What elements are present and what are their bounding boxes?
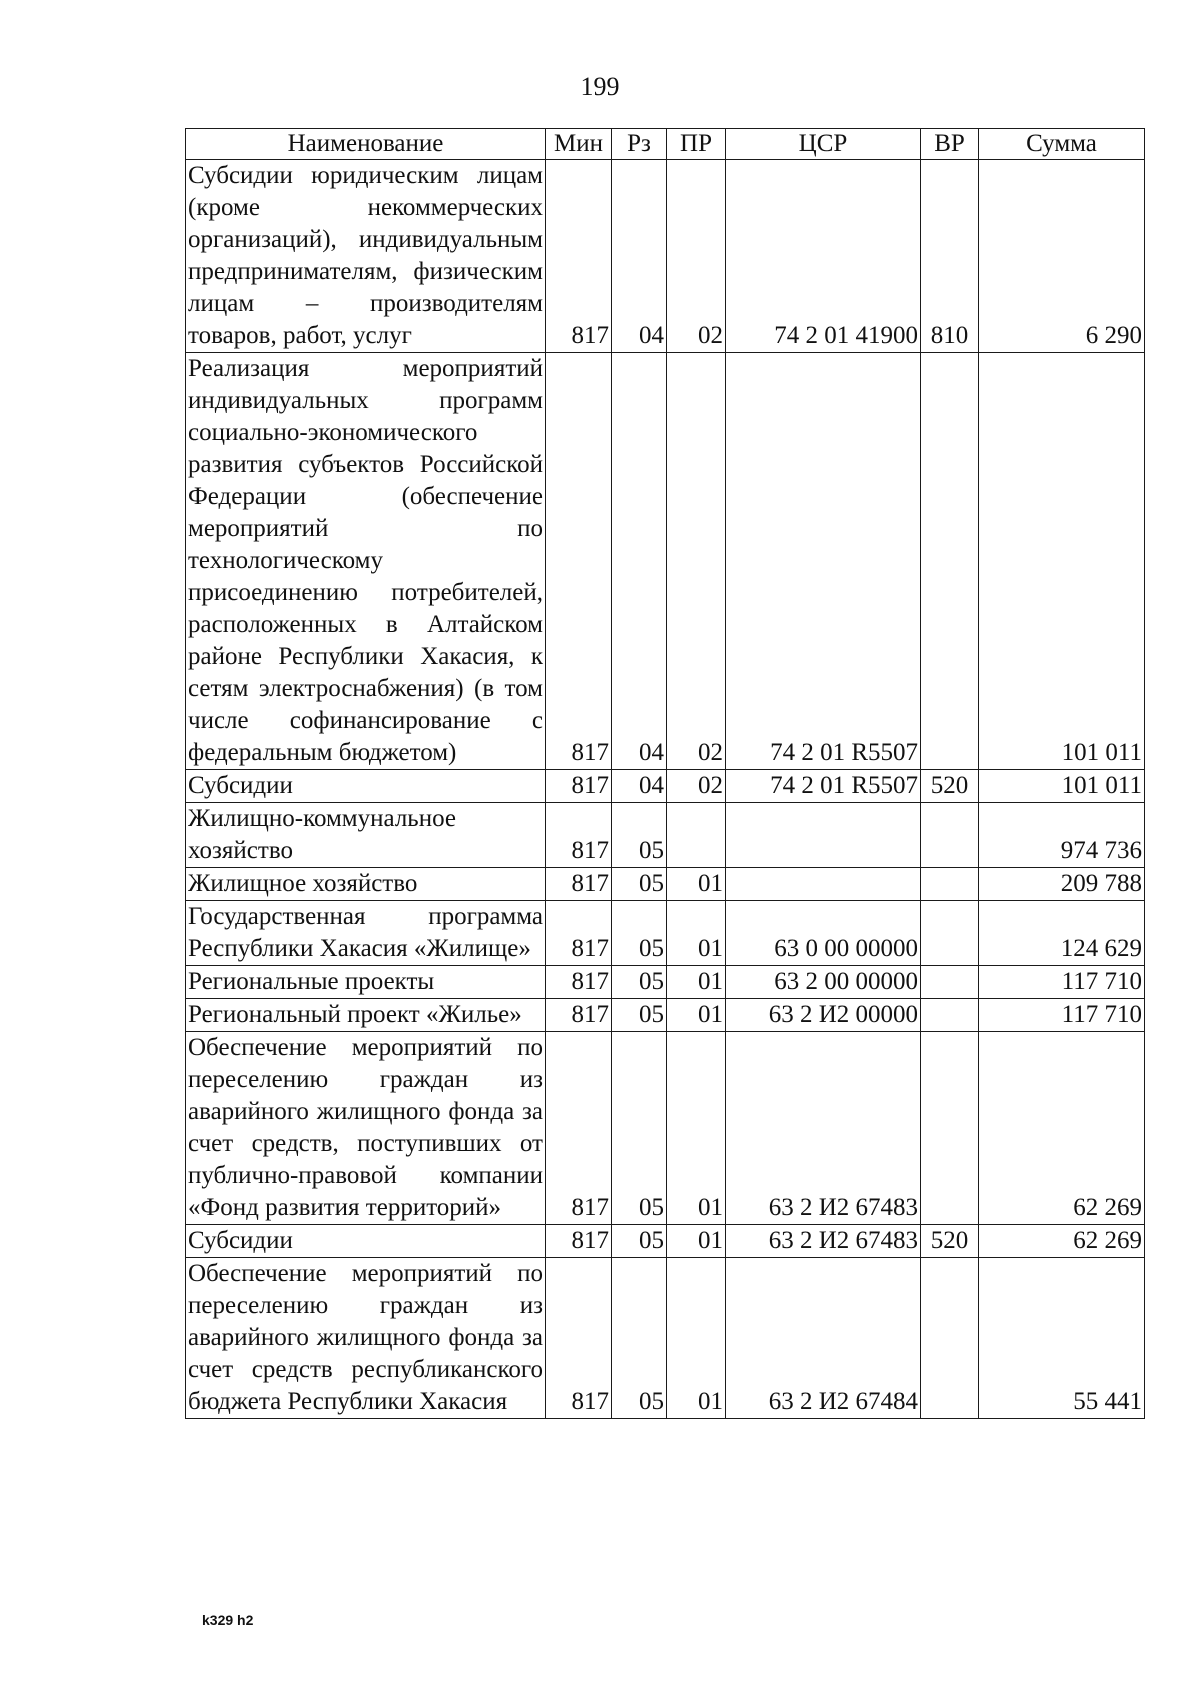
table-row <box>186 868 1145 901</box>
row-csr <box>726 868 921 901</box>
row-csr: 63 0 00 00000 <box>726 901 921 966</box>
row-rz: 05 <box>612 901 667 966</box>
row-pr: 01 <box>667 966 726 999</box>
table-row <box>186 999 1145 1032</box>
row-csr: 74 2 01 R5507 <box>726 353 921 770</box>
table-row <box>186 353 1145 770</box>
row-rz: 04 <box>612 160 667 353</box>
row-vr: 520 <box>921 770 979 803</box>
row-rz: 05 <box>612 1225 667 1258</box>
row-sum: 62 269 <box>979 1225 1145 1258</box>
row-min: 817 <box>546 160 612 353</box>
table-row <box>186 966 1145 999</box>
row-vr <box>921 1032 979 1225</box>
row-vr <box>921 901 979 966</box>
row-min: 817 <box>546 770 612 803</box>
column-header-vr: ВР <box>921 129 979 160</box>
table-row <box>186 1225 1145 1258</box>
column-header-min: Мин <box>546 129 612 160</box>
row-sum: 209 788 <box>979 868 1145 901</box>
row-pr: 01 <box>667 901 726 966</box>
row-name: Региональный проект «Жилье» <box>186 999 546 1032</box>
row-sum: 117 710 <box>979 966 1145 999</box>
row-csr: 63 2 И2 67483 <box>726 1225 921 1258</box>
row-rz: 05 <box>612 966 667 999</box>
row-csr: 63 2 И2 67483 <box>726 1032 921 1225</box>
row-name: Государственная программа Республики Хакасия «Жилище» <box>186 901 546 966</box>
column-header-sum: Сумма <box>979 129 1145 160</box>
row-csr: 63 2 И2 67484 <box>726 1258 921 1419</box>
table-row <box>186 770 1145 803</box>
row-sum: 62 269 <box>979 1032 1145 1225</box>
row-vr: 810 <box>921 160 979 353</box>
row-vr <box>921 999 979 1032</box>
row-name: Реализация мероприятий индивидуальных программ социально-экономического развития субъектов Российской Федерации (обеспечение мероприятий по технологическому присоединению потребителей, расположенных в Алтайском районе Республики Хакасия, к сетям электроснабжения) (в том числе софинансирование с федеральным бюджетом) <box>186 353 546 770</box>
row-rz: 05 <box>612 1258 667 1419</box>
row-pr: 01 <box>667 999 726 1032</box>
row-csr: 63 2 00 00000 <box>726 966 921 999</box>
row-rz: 04 <box>612 770 667 803</box>
row-min: 817 <box>546 999 612 1032</box>
row-vr <box>921 1258 979 1419</box>
row-sum: 101 011 <box>979 353 1145 770</box>
table-row <box>186 160 1145 353</box>
row-rz: 05 <box>612 803 667 868</box>
row-sum: 55 441 <box>979 1258 1145 1419</box>
row-vr <box>921 353 979 770</box>
row-name: Субсидии <box>186 770 546 803</box>
row-name: Региональные проекты <box>186 966 546 999</box>
budget-table <box>185 128 1145 1419</box>
row-pr: 02 <box>667 160 726 353</box>
row-min: 817 <box>546 1225 612 1258</box>
row-csr: 63 2 И2 00000 <box>726 999 921 1032</box>
table-row <box>186 803 1145 868</box>
row-name: Обеспечение мероприятий по переселению граждан из аварийного жилищного фонда за счет средств республиканского бюджета Республики Хакасия <box>186 1258 546 1419</box>
table-header-row <box>186 129 1145 160</box>
table-row <box>186 1258 1145 1419</box>
column-header-rz: Рз <box>612 129 667 160</box>
row-pr: 01 <box>667 1225 726 1258</box>
row-vr: 520 <box>921 1225 979 1258</box>
row-csr: 74 2 01 R5507 <box>726 770 921 803</box>
row-min: 817 <box>546 353 612 770</box>
row-csr <box>726 803 921 868</box>
row-rz: 04 <box>612 353 667 770</box>
row-name: Субсидии юридическим лицам (кроме некоммерческих организаций), индивидуальным предпринимателям, физическим лицам – производителям товаров, работ, услуг <box>186 160 546 353</box>
table-row <box>186 901 1145 966</box>
row-vr <box>921 868 979 901</box>
row-rz: 05 <box>612 1032 667 1225</box>
row-vr <box>921 966 979 999</box>
column-header-csr: ЦСР <box>726 129 921 160</box>
column-header-pr: ПР <box>667 129 726 160</box>
row-pr: 01 <box>667 1032 726 1225</box>
row-min: 817 <box>546 868 612 901</box>
table-row <box>186 1032 1145 1225</box>
row-sum: 6 290 <box>979 160 1145 353</box>
footer-document-code: k329 h2 <box>202 1612 254 1628</box>
row-name: Обеспечение мероприятий по переселению граждан из аварийного жилищного фонда за счет средств, поступивших от публично-правовой компании «Фонд развития территорий» <box>186 1032 546 1225</box>
row-rz: 05 <box>612 999 667 1032</box>
row-pr: 02 <box>667 770 726 803</box>
row-min: 817 <box>546 1258 612 1419</box>
row-sum: 117 710 <box>979 999 1145 1032</box>
row-name: Жилищно-коммунальное хозяйство <box>186 803 546 868</box>
column-header-name: Наименование <box>186 129 546 160</box>
page-number: 199 <box>580 72 620 101</box>
row-pr: 01 <box>667 1258 726 1419</box>
row-min: 817 <box>546 901 612 966</box>
row-min: 817 <box>546 1032 612 1225</box>
row-min: 817 <box>546 966 612 999</box>
row-sum: 124 629 <box>979 901 1145 966</box>
row-rz: 05 <box>612 868 667 901</box>
row-sum: 101 011 <box>979 770 1145 803</box>
row-pr <box>667 803 726 868</box>
row-min: 817 <box>546 803 612 868</box>
row-sum: 974 736 <box>979 803 1145 868</box>
row-pr: 01 <box>667 868 726 901</box>
row-csr: 74 2 01 41900 <box>726 160 921 353</box>
row-name: Жилищное хозяйство <box>186 868 546 901</box>
row-vr <box>921 803 979 868</box>
row-name: Субсидии <box>186 1225 546 1258</box>
row-pr: 02 <box>667 353 726 770</box>
